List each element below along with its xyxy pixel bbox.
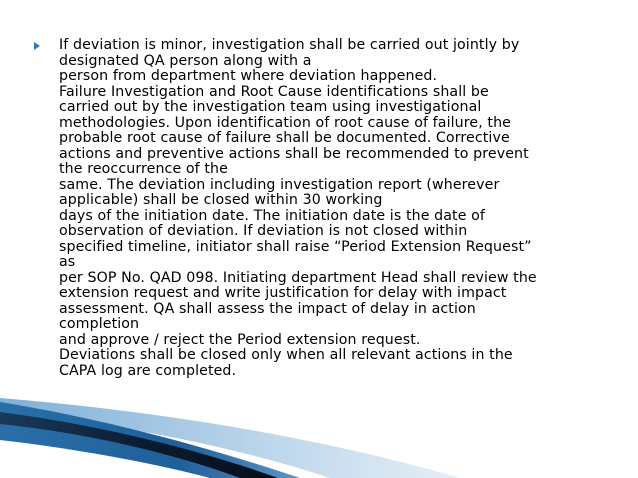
bullet-line: probable root cause of failure shall be documented. Corrective [59, 130, 510, 146]
bullet-line: same. The deviation including investigation report (wherever [59, 176, 500, 193]
bullet-line: completion [59, 316, 140, 332]
bullet-line: person from department where deviation happened. [59, 68, 438, 84]
bullet-line: per SOP No. QAD 098. Initiating department Head shall review the [59, 269, 537, 286]
bullet-line: specified timeline, initiator shall raise “Period Extension Request” [59, 238, 532, 255]
bullet-line: methodologies. Upon identification of root cause of failure, the [59, 114, 511, 131]
bullet-line: and approve / reject the Period extension request. [59, 331, 421, 348]
bullet-line: designated QA person along with a [59, 52, 312, 69]
bullet-line: If deviation is minor, investigation shall be carried out jointly by [59, 37, 520, 53]
bullet-line: extension request and write justification for delay with impact [59, 285, 507, 301]
bullet-line: carried out by the investigation team using investigational [59, 99, 482, 115]
bullet-line: Deviations shall be closed only when all relevant actions in the [59, 347, 513, 363]
bullet-arrow-icon [34, 42, 40, 50]
bullet-paragraph [59, 38, 624, 379]
bullet-line: days of the initiation date. The initiation date is the date of [59, 207, 486, 224]
bullet-line: assessment. QA shall assess the impact of delay in action [59, 300, 476, 317]
bullet-line: the reoccurrence of the [59, 161, 228, 177]
bullet-line: Failure Investigation and Root Cause identifications shall be [59, 83, 489, 100]
bullet-line: observation of deviation. If deviation is not closed within [59, 223, 468, 239]
bullet-line: applicable) shall be closed within 30 working [59, 192, 383, 208]
bullet-line: as [59, 254, 76, 270]
bullet-line: actions and preventive actions shall be recommended to prevent [59, 145, 529, 162]
bullet-line: CAPA log are completed. [59, 362, 237, 379]
